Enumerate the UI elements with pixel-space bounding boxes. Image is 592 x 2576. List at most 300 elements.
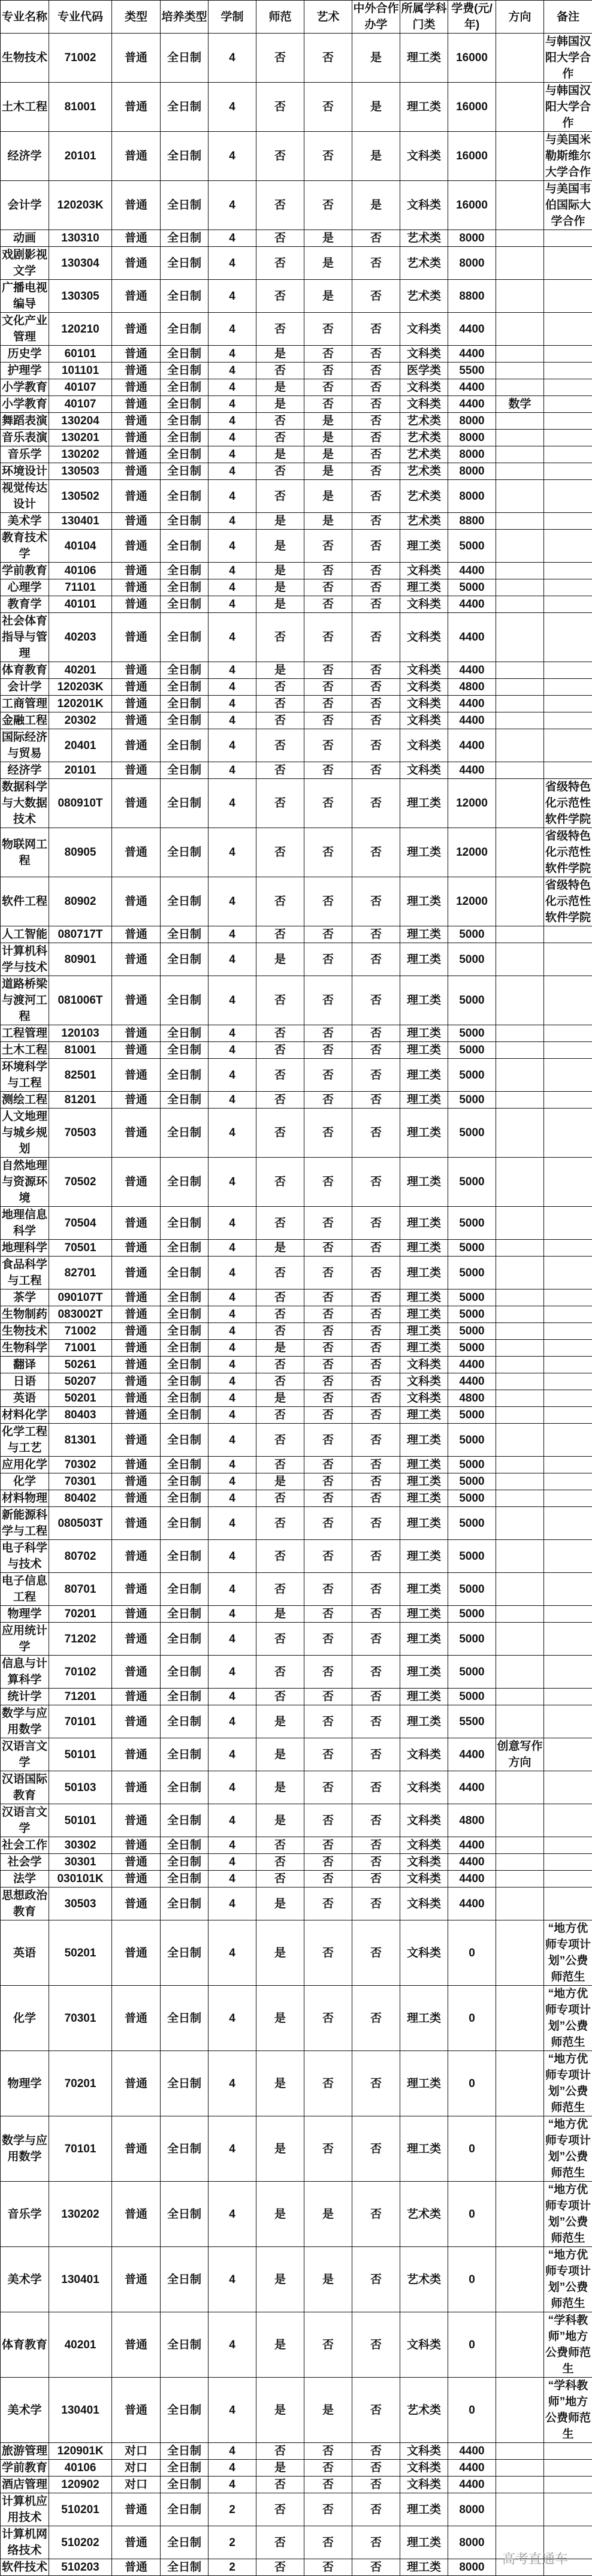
- cell-years: 4: [209, 712, 256, 729]
- cell-teacher-training: 是: [256, 1606, 304, 1623]
- cell-art: 否: [304, 1490, 352, 1507]
- cell-teacher-training: 是: [256, 2247, 304, 2312]
- table-row: [1, 1920, 592, 1986]
- cell-discipline: 理工类: [400, 1623, 448, 1656]
- cell-direction: [496, 413, 544, 430]
- cell-major-code: 30301: [49, 1854, 112, 1871]
- cell-study-mode: 全日制: [161, 1207, 209, 1240]
- cell-type: 普通: [112, 1257, 161, 1289]
- table-row: [1, 2477, 592, 2493]
- cell-sino-foreign: 否: [352, 1407, 400, 1424]
- table-row: [1, 2247, 592, 2312]
- cell-years: 4: [209, 943, 256, 976]
- cell-major-name: 护理学: [1, 363, 49, 379]
- cell-major-name: 汉语言文学: [1, 1738, 49, 1771]
- cell-type: 普通: [112, 1390, 161, 1407]
- cell-type: 普通: [112, 132, 161, 181]
- cell-years: 4: [209, 280, 256, 313]
- cell-sino-foreign: 否: [352, 1042, 400, 1059]
- table-row: [1, 1606, 592, 1623]
- cell-discipline: 文科类: [400, 563, 448, 579]
- cell-direction: [496, 1457, 544, 1473]
- cell-major-name: 法学: [1, 1871, 49, 1888]
- cell-direction: [496, 1804, 544, 1837]
- cell-type: 普通: [112, 679, 161, 696]
- cell-major-code: 510202: [49, 2526, 112, 2559]
- cell-teacher-training: 是: [256, 2378, 304, 2443]
- cell-major-code: 81001: [49, 1042, 112, 1059]
- table-row: [1, 1323, 592, 1340]
- cell-remarks: [544, 1025, 592, 1042]
- cell-years: 4: [209, 2116, 256, 2182]
- cell-teacher-training: 否: [256, 1490, 304, 1507]
- cell-study-mode: 全日制: [161, 1705, 209, 1738]
- cell-direction: [496, 346, 544, 363]
- cell-years: 4: [209, 1623, 256, 1656]
- cell-direction: [496, 1390, 544, 1407]
- cell-years: 4: [209, 596, 256, 613]
- cell-discipline: 理工类: [400, 2116, 448, 2182]
- cell-years: 4: [209, 563, 256, 579]
- cell-major-code: 130503: [49, 463, 112, 480]
- cell-remarks: [544, 613, 592, 662]
- cell-major-code: 81001: [49, 83, 112, 132]
- cell-teacher-training: 否: [256, 1059, 304, 1092]
- cell-art: 否: [304, 2312, 352, 2378]
- cell-study-mode: 全日制: [161, 596, 209, 613]
- cell-major-name: 经济学: [1, 132, 49, 181]
- cell-type: 普通: [112, 463, 161, 480]
- cell-tuition: 4400: [448, 712, 496, 729]
- cell-discipline: 理工类: [400, 2493, 448, 2526]
- cell-remarks: [544, 1240, 592, 1257]
- cell-teacher-training: 是: [256, 1920, 304, 1986]
- cell-sino-foreign: 否: [352, 943, 400, 976]
- cell-remarks: [544, 1573, 592, 1606]
- cell-study-mode: 全日制: [161, 313, 209, 346]
- cell-years: 4: [209, 1373, 256, 1390]
- table-row: [1, 430, 592, 446]
- cell-teacher-training: 是: [256, 2116, 304, 2182]
- watermark: 高考直通车: [502, 2549, 568, 2568]
- cell-remarks: [544, 1473, 592, 1490]
- cell-remarks: [544, 379, 592, 396]
- cell-years: 4: [209, 313, 256, 346]
- cell-art: 否: [304, 1854, 352, 1871]
- cell-sino-foreign: 否: [352, 1871, 400, 1888]
- cell-art: 否: [304, 1340, 352, 1357]
- cell-major-code: 080910T: [49, 779, 112, 828]
- cell-remarks: [544, 762, 592, 779]
- cell-art: 否: [304, 2051, 352, 2116]
- cell-study-mode: 全日制: [161, 1771, 209, 1804]
- table-row: [1, 563, 592, 579]
- cell-tuition: 0: [448, 1920, 496, 1986]
- cell-study-mode: 全日制: [161, 1289, 209, 1306]
- cell-sino-foreign: 否: [352, 230, 400, 247]
- table-row: [1, 379, 592, 396]
- cell-major-name: 工程管理: [1, 1025, 49, 1042]
- cell-discipline: 文科类: [400, 596, 448, 613]
- cell-discipline: 文科类: [400, 1837, 448, 1854]
- cell-type: 普通: [112, 1490, 161, 1507]
- cell-teacher-training: 否: [256, 926, 304, 943]
- cell-type: 普通: [112, 1323, 161, 1340]
- cell-years: 4: [209, 1540, 256, 1573]
- cell-teacher-training: 否: [256, 1109, 304, 1158]
- cell-tuition: 0: [448, 2051, 496, 2116]
- cell-art: 否: [304, 379, 352, 396]
- cell-tuition: 0: [448, 2312, 496, 2378]
- cell-sino-foreign: 否: [352, 1623, 400, 1656]
- cell-study-mode: 全日制: [161, 2051, 209, 2116]
- cell-remarks: [544, 396, 592, 413]
- cell-sino-foreign: 否: [352, 1092, 400, 1109]
- cell-years: 4: [209, 1257, 256, 1289]
- cell-discipline: 文科类: [400, 132, 448, 181]
- cell-type: 普通: [112, 1473, 161, 1490]
- cell-sino-foreign: 否: [352, 363, 400, 379]
- cell-major-name: 经济学: [1, 762, 49, 779]
- cell-major-name: 物理学: [1, 1606, 49, 1623]
- cell-art: 否: [304, 1059, 352, 1092]
- cell-major-name: 软件技术: [1, 2559, 49, 2576]
- cell-remarks: [544, 463, 592, 480]
- cell-major-name: 学前教育: [1, 563, 49, 579]
- cell-teacher-training: 否: [256, 1306, 304, 1323]
- cell-study-mode: 全日制: [161, 1340, 209, 1357]
- cell-direction: [496, 2493, 544, 2526]
- cell-tuition: 0: [448, 2116, 496, 2182]
- cell-years: 4: [209, 1289, 256, 1306]
- table-row: [1, 1689, 592, 1705]
- cell-type: 普通: [112, 280, 161, 313]
- cell-discipline: 理工类: [400, 943, 448, 976]
- cell-sino-foreign: 否: [352, 613, 400, 662]
- cell-years: 4: [209, 1490, 256, 1507]
- table-row: [1, 1705, 592, 1738]
- cell-years: 4: [209, 430, 256, 446]
- cell-remarks: [544, 1606, 592, 1623]
- cell-teacher-training: 否: [256, 34, 304, 83]
- cell-remarks: [544, 1888, 592, 1920]
- cell-remarks: [544, 247, 592, 280]
- cell-sino-foreign: 否: [352, 1656, 400, 1689]
- cell-art: 否: [304, 1424, 352, 1457]
- cell-art: 是: [304, 446, 352, 463]
- table-row: [1, 1207, 592, 1240]
- cell-teacher-training: 否: [256, 430, 304, 446]
- cell-art: 否: [304, 1357, 352, 1373]
- cell-discipline: 理工类: [400, 1092, 448, 1109]
- cell-discipline: 理工类: [400, 1689, 448, 1705]
- cell-discipline: 艺术类: [400, 513, 448, 530]
- cell-years: 4: [209, 1424, 256, 1457]
- cell-major-name: 体育教育: [1, 662, 49, 679]
- cell-type: 普通: [112, 828, 161, 877]
- cell-discipline: 文科类: [400, 662, 448, 679]
- cell-type: 对口: [112, 2443, 161, 2460]
- cell-major-code: 130305: [49, 280, 112, 313]
- table-row: [1, 1306, 592, 1323]
- cell-major-code: 80702: [49, 1540, 112, 1573]
- cell-remarks: 与美国韦伯国际大学合作: [544, 181, 592, 230]
- cell-type: 普通: [112, 1656, 161, 1689]
- cell-discipline: 文科类: [400, 346, 448, 363]
- cell-direction: [496, 1109, 544, 1158]
- cell-major-name: 视觉传达设计: [1, 480, 49, 513]
- cell-sino-foreign: 否: [352, 2247, 400, 2312]
- table-row: [1, 1407, 592, 1424]
- table-row: [1, 446, 592, 463]
- cell-years: 4: [209, 413, 256, 430]
- cell-study-mode: 全日制: [161, 877, 209, 926]
- cell-tuition: 5000: [448, 579, 496, 596]
- cell-sino-foreign: 否: [352, 1573, 400, 1606]
- cell-remarks: [544, 446, 592, 463]
- cell-sino-foreign: 是: [352, 83, 400, 132]
- cell-discipline: 文科类: [400, 679, 448, 696]
- cell-major-code: 130202: [49, 446, 112, 463]
- cell-type: 普通: [112, 943, 161, 976]
- cell-major-name: 数学与应用数学: [1, 1705, 49, 1738]
- cell-teacher-training: 是: [256, 2312, 304, 2378]
- cell-remarks: [544, 679, 592, 696]
- cell-years: 4: [209, 1738, 256, 1771]
- cell-study-mode: 全日制: [161, 2378, 209, 2443]
- cell-sino-foreign: 否: [352, 463, 400, 480]
- cell-remarks: [544, 1092, 592, 1109]
- cell-direction: [496, 1158, 544, 1207]
- cell-type: 普通: [112, 1507, 161, 1540]
- cell-sino-foreign: 否: [352, 1705, 400, 1738]
- cell-remarks: [544, 579, 592, 596]
- cell-art: 否: [304, 596, 352, 613]
- cell-sino-foreign: 否: [352, 1340, 400, 1357]
- cell-study-mode: 全日制: [161, 1306, 209, 1323]
- cell-discipline: 艺术类: [400, 463, 448, 480]
- cell-sino-foreign: 否: [352, 1306, 400, 1323]
- cell-major-name: 动画: [1, 230, 49, 247]
- cell-type: 普通: [112, 926, 161, 943]
- cell-tuition: 5000: [448, 1109, 496, 1158]
- cell-major-name: 日语: [1, 1373, 49, 1390]
- cell-discipline: 理工类: [400, 1257, 448, 1289]
- cell-major-name: 会计学: [1, 181, 49, 230]
- cell-study-mode: 全日制: [161, 613, 209, 662]
- cell-years: 4: [209, 181, 256, 230]
- cell-study-mode: 全日制: [161, 579, 209, 596]
- cell-major-name: 化学: [1, 1986, 49, 2051]
- cell-tuition: 4400: [448, 762, 496, 779]
- cell-major-name: 计算机应用技术: [1, 2493, 49, 2526]
- cell-remarks: [544, 2443, 592, 2460]
- cell-discipline: 理工类: [400, 1490, 448, 1507]
- cell-major-code: 70101: [49, 2116, 112, 2182]
- cell-study-mode: 全日制: [161, 926, 209, 943]
- cell-tuition: 4400: [448, 1854, 496, 1871]
- cell-sino-foreign: 否: [352, 413, 400, 430]
- cell-type: 普通: [112, 379, 161, 396]
- cell-type: 普通: [112, 1042, 161, 1059]
- cell-art: 否: [304, 396, 352, 413]
- table-row: [1, 34, 592, 83]
- cell-major-code: 120103: [49, 1025, 112, 1042]
- cell-teacher-training: 是: [256, 563, 304, 579]
- header-major-name: 专业名称: [1, 1, 49, 34]
- cell-major-code: 080503T: [49, 1507, 112, 1540]
- cell-art: 否: [304, 976, 352, 1025]
- cell-tuition: 5000: [448, 1507, 496, 1540]
- cell-discipline: 文科类: [400, 1920, 448, 1986]
- cell-discipline: 文科类: [400, 2443, 448, 2460]
- table-row: [1, 230, 592, 247]
- cell-teacher-training: 是: [256, 943, 304, 976]
- cell-type: 普通: [112, 596, 161, 613]
- cell-remarks: [544, 1490, 592, 1507]
- cell-art: 否: [304, 662, 352, 679]
- cell-direction: [496, 1573, 544, 1606]
- cell-sino-foreign: 否: [352, 2460, 400, 2477]
- cell-major-name: 新能源科学与工程: [1, 1507, 49, 1540]
- cell-type: 普通: [112, 1540, 161, 1573]
- cell-art: 否: [304, 530, 352, 563]
- cell-direction: [496, 1340, 544, 1357]
- cell-direction: [496, 2182, 544, 2247]
- cell-discipline: 理工类: [400, 1025, 448, 1042]
- cell-discipline: 文科类: [400, 313, 448, 346]
- cell-tuition: 5500: [448, 363, 496, 379]
- cell-art: 否: [304, 132, 352, 181]
- cell-direction: [496, 1705, 544, 1738]
- cell-major-name: 道路桥梁与渡河工程: [1, 976, 49, 1025]
- cell-sino-foreign: 否: [352, 396, 400, 413]
- cell-major-code: 71002: [49, 1323, 112, 1340]
- cell-discipline: 文科类: [400, 613, 448, 662]
- cell-direction: [496, 696, 544, 712]
- cell-years: 4: [209, 530, 256, 563]
- cell-direction: [496, 662, 544, 679]
- cell-study-mode: 全日制: [161, 83, 209, 132]
- cell-type: 普通: [112, 530, 161, 563]
- table-row: [1, 1042, 592, 1059]
- cell-art: 否: [304, 2526, 352, 2559]
- table-row: [1, 1390, 592, 1407]
- table-row: [1, 1289, 592, 1306]
- cell-art: 否: [304, 83, 352, 132]
- cell-study-mode: 全日制: [161, 1507, 209, 1540]
- cell-major-name: 思想政治教育: [1, 1888, 49, 1920]
- cell-art: 是: [304, 2182, 352, 2247]
- cell-major-name: 地理科学: [1, 1240, 49, 1257]
- cell-remarks: “地方优师专项计划”公费师范生: [544, 2247, 592, 2312]
- cell-teacher-training: 是: [256, 513, 304, 530]
- cell-major-code: 40106: [49, 2460, 112, 2477]
- cell-teacher-training: 否: [256, 779, 304, 828]
- cell-type: 普通: [112, 513, 161, 530]
- cell-direction: [496, 1837, 544, 1854]
- cell-art: 否: [304, 2493, 352, 2526]
- table-row: [1, 1257, 592, 1289]
- cell-direction: [496, 1323, 544, 1340]
- cell-teacher-training: 否: [256, 1092, 304, 1109]
- cell-major-code: 30503: [49, 1888, 112, 1920]
- cell-major-name: 人文地理与城乡规划: [1, 1109, 49, 1158]
- cell-major-code: 80403: [49, 1407, 112, 1424]
- cell-sino-foreign: 否: [352, 2443, 400, 2460]
- table-row: [1, 943, 592, 976]
- cell-teacher-training: 是: [256, 530, 304, 563]
- cell-art: 是: [304, 480, 352, 513]
- cell-art: 否: [304, 1689, 352, 1705]
- cell-years: 4: [209, 1986, 256, 2051]
- cell-type: 普通: [112, 1340, 161, 1357]
- cell-discipline: 理工类: [400, 1240, 448, 1257]
- cell-years: 4: [209, 1507, 256, 1540]
- table-row: [1, 2460, 592, 2477]
- cell-teacher-training: 是: [256, 1240, 304, 1257]
- cell-years: 4: [209, 779, 256, 828]
- cell-study-mode: 全日制: [161, 1158, 209, 1207]
- cell-type: 普通: [112, 363, 161, 379]
- cell-teacher-training: 否: [256, 83, 304, 132]
- cell-type: 普通: [112, 1888, 161, 1920]
- cell-major-name: 国际经济与贸易: [1, 729, 49, 762]
- cell-study-mode: 全日制: [161, 2182, 209, 2247]
- cell-major-code: 20101: [49, 132, 112, 181]
- cell-sino-foreign: 否: [352, 1490, 400, 1507]
- cell-tuition: 4400: [448, 662, 496, 679]
- cell-remarks: [544, 1854, 592, 1871]
- table-row: [1, 1771, 592, 1804]
- cell-tuition: 5000: [448, 1323, 496, 1340]
- header-discipline: 所属学科门类: [400, 1, 448, 34]
- cell-major-name: 软件工程: [1, 877, 49, 926]
- cell-tuition: 8000: [448, 2493, 496, 2526]
- table-row: [1, 1158, 592, 1207]
- cell-remarks: [544, 430, 592, 446]
- table-row: [1, 247, 592, 280]
- cell-years: 4: [209, 2378, 256, 2443]
- cell-major-name: 生物技术: [1, 1323, 49, 1340]
- cell-remarks: [544, 1373, 592, 1390]
- cell-study-mode: 全日制: [161, 346, 209, 363]
- cell-direction: [496, 430, 544, 446]
- cell-major-code: 40201: [49, 2312, 112, 2378]
- cell-tuition: 5000: [448, 1490, 496, 1507]
- cell-sino-foreign: 否: [352, 563, 400, 579]
- cell-major-code: 40104: [49, 530, 112, 563]
- cell-direction: [496, 877, 544, 926]
- cell-remarks: [544, 2477, 592, 2493]
- cell-tuition: 4400: [448, 613, 496, 662]
- cell-major-code: 083002T: [49, 1306, 112, 1323]
- cell-direction: [496, 1257, 544, 1289]
- table-row: [1, 1059, 592, 1092]
- table-row: [1, 662, 592, 679]
- cell-study-mode: 全日制: [161, 1357, 209, 1373]
- cell-study-mode: 全日制: [161, 943, 209, 976]
- cell-type: 普通: [112, 1240, 161, 1257]
- cell-sino-foreign: 否: [352, 1109, 400, 1158]
- cell-discipline: 医学类: [400, 363, 448, 379]
- cell-major-code: 510203: [49, 2559, 112, 2576]
- table-row: [1, 530, 592, 563]
- cell-remarks: [544, 230, 592, 247]
- cell-years: 4: [209, 1473, 256, 1490]
- cell-major-code: 81201: [49, 1092, 112, 1109]
- cell-direction: [496, 1689, 544, 1705]
